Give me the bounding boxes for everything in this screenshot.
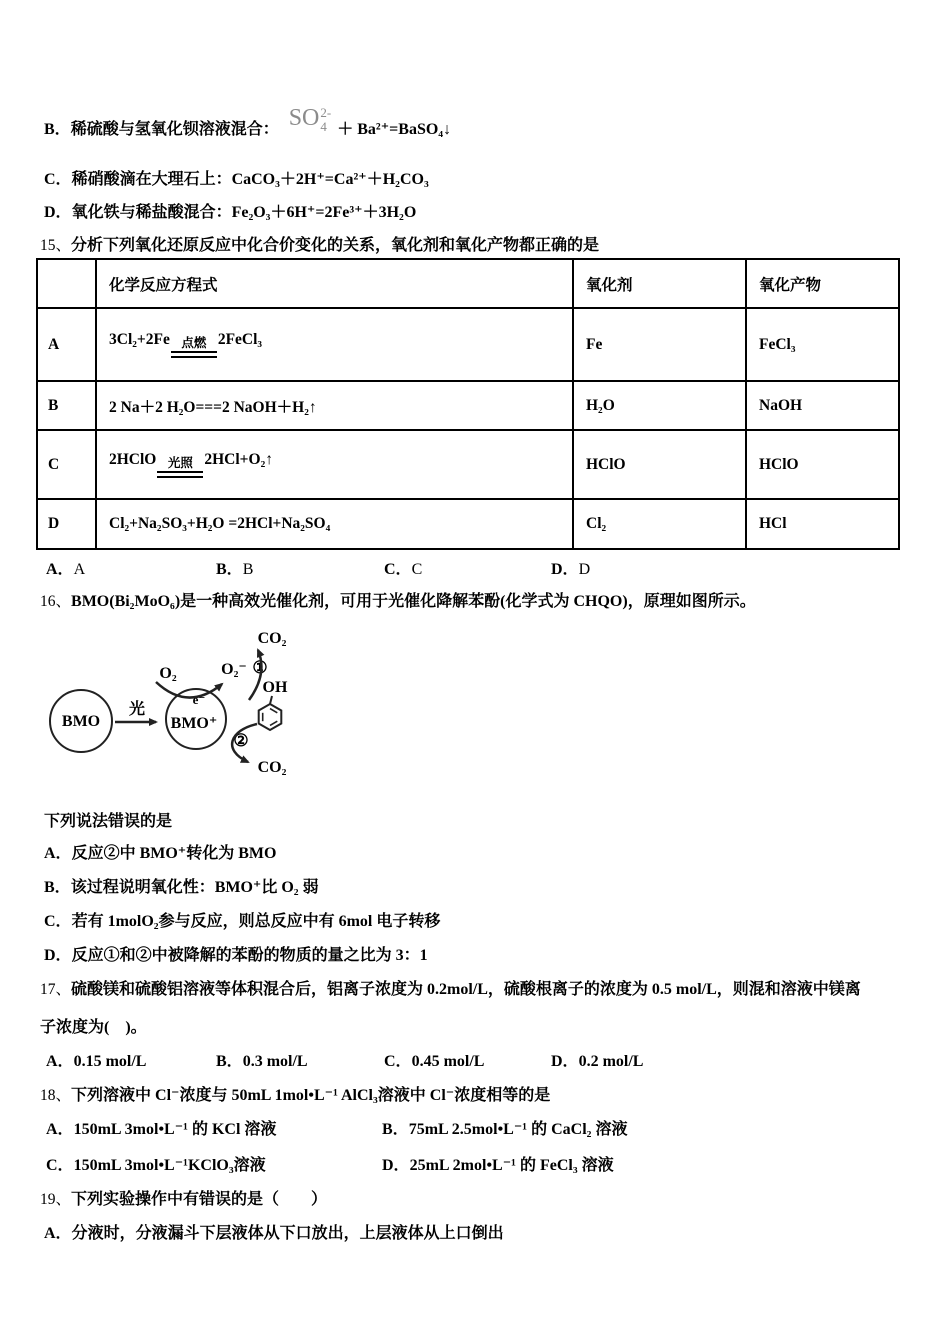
q18-stem: 18、下列溶液中 Cl⁻浓度与 50mL 1mol•L⁻¹ AlCl₃溶液中 Cl⁻浓度相等的是 [40,1087,551,1104]
q17-option-c: C．0.45 mol/L [384,1053,485,1070]
step1-label: ① [252,658,268,677]
reaction-condition: 光照 [157,457,203,478]
q15-answer-row [0,556,950,578]
sulfate-superscript: 2- [320,105,332,120]
q18-option-b: B．75mL 2.5mol•L⁻¹ 的 CaCl₂ 溶液 [382,1121,628,1138]
q17-option-b: B．0.3 mol/L [216,1053,308,1070]
co2-bottom-label: CO₂ [257,759,287,776]
double-equals-line [171,351,217,358]
q16-option-c: C．若有 1molO₂参与反应，则总反应中有 6mol 电子转移 [44,913,441,930]
q16-option-a: A．反应②中 BMO⁺转化为 BMO [44,845,277,862]
equation-cell: 2HClO 光照 2HCl+O₂↑ [96,430,573,499]
q17-stem-line1: 17、硫酸镁和硫酸铝溶液等体积混合后，铝离子浓度为 0.2mol/L，硫酸根离子的浓度为 0.5 mol/L，则混和溶液中镁离 [40,981,861,998]
q16-option-b: B．该过程说明氧化性：BMO⁺比 O₂ 弱 [44,879,319,896]
q14-option-d: D．氧化铁与稀盐酸混合：Fe₂O₃＋6H⁺=2Fe³⁺＋3H₂O [44,204,417,221]
q18-option-a: A．150mL 3mol•L⁻¹ 的 KCl 溶液 [46,1121,277,1138]
q18-options-row1 [0,1116,950,1138]
q14-option-b [44,106,451,139]
light-label: 光 [128,701,146,718]
header-product: 氧化产物 [746,259,899,308]
table-row: D Cl₂+Na₂SO₃+H₂O =2HCl+Na₂SO₄ Cl₂ HCl [37,499,899,549]
q19-stem: 19、下列实验操作中有错误的是（ ） [40,1191,328,1208]
electron-label: e⁻ [192,692,206,707]
q17-option-d: D．0.2 mol/L [551,1053,644,1070]
table-row: A 3Cl₂+2Fe 点燃 2FeCl₃ Fe FeCl₃ [37,308,899,381]
benzene-ring [259,696,282,730]
q19-number: 19、 [40,1191,72,1208]
q15-answer-d: D．D [551,561,591,578]
q15-table [36,258,900,550]
q17-option-a: A．0.15 mol/L [46,1053,147,1070]
q16-lead: 下列说法错误的是 [44,813,173,830]
q15-answer-b: B．B [216,561,254,578]
o2-label: O₂ [159,665,177,682]
q19-option-a: A．分液时，分液漏斗下层液体从下口放出，上层液体从上口倒出 [44,1225,504,1242]
q14-option-b-label: B． [44,121,71,138]
q14-option-c: C．稀硝酸滴在大理石上：CaCO₃＋2H⁺=Ca²⁺＋H₂CO₃ [44,171,429,188]
q14-option-b-equation: ＋ Ba²⁺=BaSO₄↓ [337,121,452,138]
q16-photocatalysis-diagram [38,616,338,803]
table-header-row [37,259,899,308]
header-equation: 化学反应方程式 [96,259,573,308]
bmo-label: BMO [61,713,101,730]
table-row: B 2 Na＋2 H₂O===2 NaOH＋H₂↑ H₂O NaOH [37,381,899,430]
q18-options-row2 [0,1152,950,1174]
q14-option-b-pre: 稀硫酸与氢氧化钡溶液混合： [70,121,279,138]
header-blank [37,259,96,308]
bmo-plus-label: BMO⁺ [170,715,218,732]
q18-option-c: C．150mL 3mol•L⁻¹KClO₃溶液 [46,1157,266,1174]
equation-cell: 3Cl₂+2Fe 点燃 2FeCl₃ [96,308,573,381]
q17-stem-line2: 子浓度为( )。 [40,1019,147,1036]
sulfate-subscript: 4 [320,118,327,134]
q17-number: 17、 [40,981,72,998]
reaction-condition: 点燃 [171,337,217,358]
q15-number: 15、 [40,237,72,254]
q16-number: 16、 [40,593,72,610]
q16-option-d: D．反应①和②中被降解的苯酚的物质的量之比为 3：1 [44,947,428,964]
q17-options-row [0,1048,950,1070]
q15-answer-c: C．C [384,561,423,578]
q18-number: 18、 [40,1087,72,1104]
q15-answer-a: A．A [46,561,86,578]
co2-top-label: CO₂ [257,630,287,647]
q18-option-d: D．25mL 2mol•L⁻¹ 的 FeCl₃ 溶液 [382,1157,614,1174]
step2-label: ② [233,731,249,750]
header-oxidant: 氧化剂 [573,259,746,308]
superoxide-label: O₂⁻ [221,661,247,678]
sulfate-ion-formula: SO 2- 4 [288,105,332,134]
double-equals-line [157,471,203,478]
oh-label: OH [262,679,288,696]
table-row: C 2HClO 光照 2HCl+O₂↑ HClO HClO [37,430,899,499]
q16-stem: 16、BMO(Bi₂MoO₆)是一种高效光催化剂，可用于光催化降解苯酚(化学式为 CHQO)，原理如图所示。 [40,593,756,610]
q15-stem: 15、分析下列氧化还原反应中化合价变化的关系，氧化剂和氧化产物都正确的是 [40,237,600,254]
